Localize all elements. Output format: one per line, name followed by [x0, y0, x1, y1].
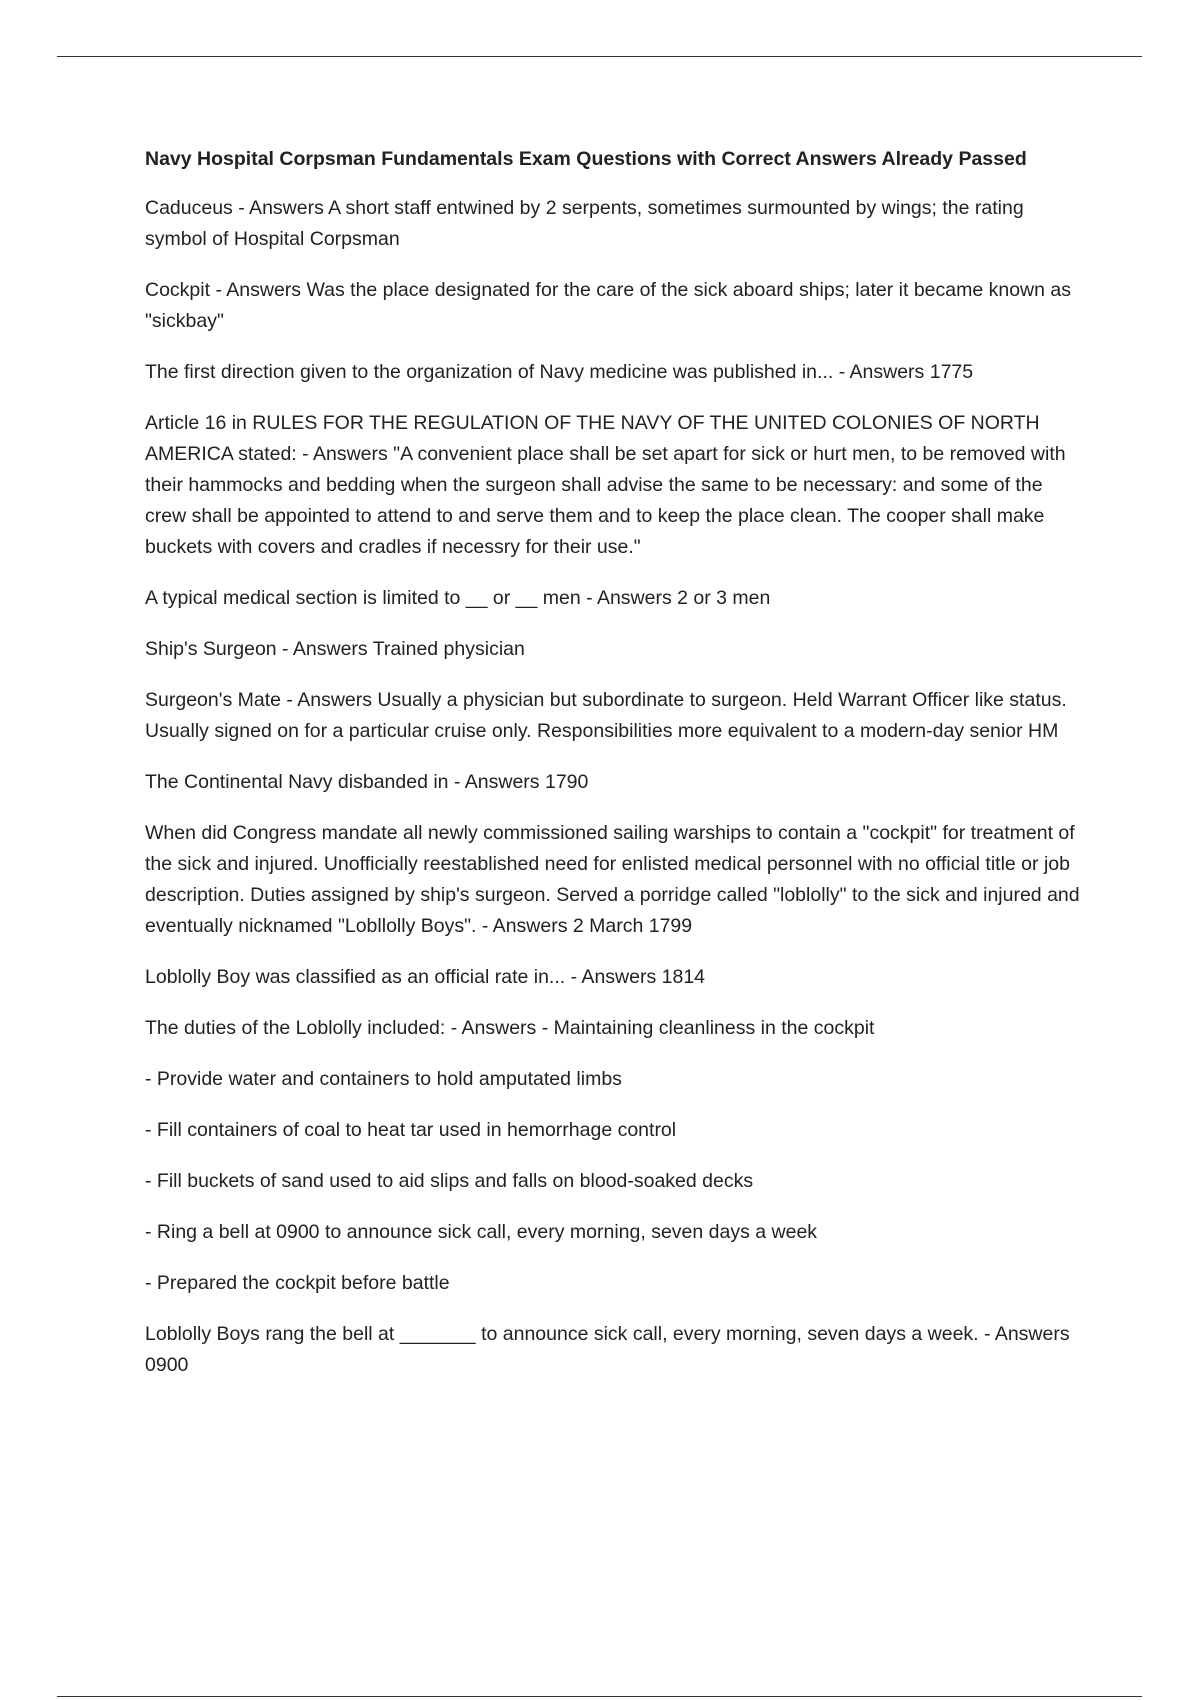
duty-item: - Prepared the cockpit before battle	[145, 1272, 450, 1294]
qa-loblolly-duties: The duties of the Loblolly included: - Answers - Maintaining cleanliness in the cockpit	[145, 1017, 875, 1039]
header-rule	[57, 56, 1142, 57]
qa-medical-section: A typical medical section is limited to __ or __ men - Answers 2 or 3 men	[145, 587, 771, 609]
qa-surgeons-mate: Surgeon's Mate - Answers Usually a physician but subordinate to surgeon. Held Warrant Officer like status. Usually signed on for a particular cruise only. Responsibilities more equivalent to a modern-day senior HM	[145, 689, 1067, 742]
document-title: Navy Hospital Corpsman Fundamentals Exam Questions with Correct Answers Already Passed	[145, 148, 1027, 170]
footer-rule	[57, 1696, 1142, 1697]
duty-item: - Fill containers of coal to heat tar used in hemorrhage control	[145, 1119, 677, 1141]
qa-bell-time: Loblolly Boys rang the bell at _______ to announce sick call, every morning, seven days a week. - Answers 0900	[145, 1323, 1070, 1376]
qa-first-direction: The first direction given to the organization of Navy medicine was published in... - Answers 1775	[145, 361, 974, 383]
qa-congress-mandate: When did Congress mandate all newly commissioned sailing warships to contain a "cockpit" for treatment of the sick and injured. Unofficially reestablished need for enlisted medical personnel with no official title or job description. Duties assigned by ship's surgeon. Served a porridge called "loblolly" to the sick and injured and eventually nicknamed "Lobllolly Boys". - Answers 2 March 1799	[145, 822, 1080, 937]
qa-article-16: Article 16 in RULES FOR THE REGULATION OF THE NAVY OF THE UNITED COLONIES OF NORTH AMERICA stated: - Answers "A convenient place shall be set apart for sick or hurt men, to be removed with their hammocks and bedding when the surgeon shall advise the same to be necessary: and some of the crew shall be appointed to attend to and serve them and to keep the place clean. The cooper shall make buckets with covers and cradles if necessry for their use."	[145, 412, 1066, 558]
qa-caduceus: Caduceus - Answers A short staff entwined by 2 serpents, sometimes surmounted by wings; the rating symbol of Hospital Corpsman	[145, 197, 1024, 250]
qa-cockpit: Cockpit - Answers Was the place designated for the care of the sick aboard ships; later it became known as "sickbay"	[145, 279, 1071, 332]
duty-item: - Fill buckets of sand used to aid slips and falls on blood-soaked decks	[145, 1170, 754, 1192]
qa-ships-surgeon: Ship's Surgeon - Answers Trained physician	[145, 638, 525, 660]
document-body	[145, 144, 1085, 1401]
qa-loblolly-rate: Loblolly Boy was classified as an official rate in... - Answers 1814	[145, 966, 706, 988]
qa-continental-navy: The Continental Navy disbanded in - Answers 1790	[145, 771, 589, 793]
duty-item: - Ring a bell at 0900 to announce sick call, every morning, seven days a week	[145, 1221, 818, 1243]
duty-item: - Provide water and containers to hold amputated limbs	[145, 1068, 622, 1090]
